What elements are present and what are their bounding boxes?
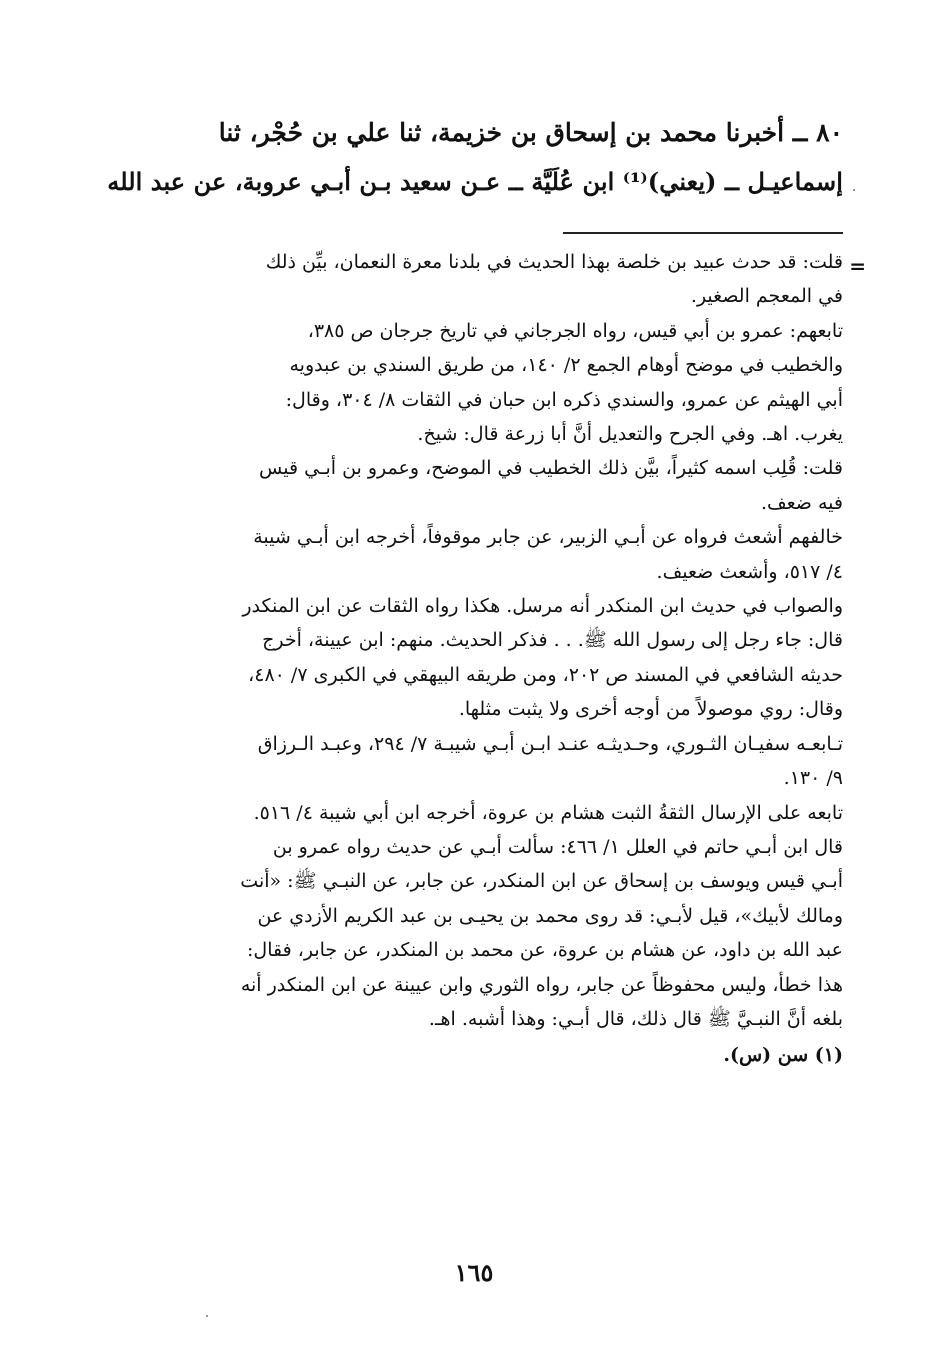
- note-line: ٩/ ١٣٠.: [783, 767, 843, 790]
- footnote-separator: [563, 232, 843, 234]
- note-line: بلغه أنَّ النبـيَّ ﷺ قال ذلك، قال أبـي: وهذا أشبه. اهـ.: [428, 1007, 843, 1030]
- hadith-line-1: ٨٠ ــ أخبرنا محمد بن إسحاق بن خزيمة، ثنا علي بن حُجْر، ثنا: [218, 118, 843, 147]
- continuation-mark: =: [849, 254, 866, 278]
- note-line: فيه ضعف.: [760, 491, 843, 514]
- note-line: تـابعـه سفيـان الثـوري، وحـديثـه عنـد ابـن أبـي شيبـة ٧/ ٢٩٤، وعبـد الـرزاق: [257, 732, 843, 755]
- note-line: أبي الهيثم عن عمرو، والسندي ذكره ابن حبان في الثقات ٨/ ٣٠٤، وقال:: [285, 388, 843, 411]
- footnote-marker: (١): [814, 1044, 843, 1067]
- note-line: عبد الله بن داود، عن هشام بن عروة، عن محمد بن المنكدر، عن جابر، فقال:: [247, 939, 843, 962]
- note-line: يغرب. اهـ. وفي الجرح والتعديل أنَّ أبا زرعة قال: شيخ.: [417, 423, 843, 446]
- note-line: ومالك لأبيك»، قيل لأبـي: قد روى محمد بن يحيـى بن عبد الكريم الأزدي عن: [257, 904, 843, 927]
- note-line: خالفهم أشعث فرواه عن أبـي الزبير، عن جابر موقوفاً، أخرجه ابن أبـي شيبة: [253, 526, 843, 549]
- scan-speck: [853, 189, 855, 191]
- footnote: [100, 1038, 843, 1072]
- page-number: ١٦٥: [454, 1258, 494, 1287]
- note-line: والصواب في حديث ابن المنكدر أنه مرسل. هكذا رواه الثقات عن ابن المنكدر: [242, 595, 843, 618]
- note-line: قال ابن أبـي حاتم في العلل ١/ ٤٦٦: سألت أبـي عن حديث رواه عمرو بن: [272, 835, 843, 858]
- note-line: قلت: قُلِب اسمه كثيراً، بيَّن ذلك الخطيب في الموضح، وعمرو بن أبـي قيس: [259, 457, 843, 480]
- note-line: في المعجم الصغير.: [690, 285, 843, 308]
- scan-speck: [206, 1315, 208, 1317]
- note-line: هذا خطأ، وليس محفوظاً عن جابر، رواه الثوري وابن عيينة عن ابن المنكدر أنه: [240, 973, 843, 996]
- hadith-line-2: إسماعيـل ــ (يعني)⁽¹⁾ ابن عُلَيَّة ــ عـن سعيد بـن أبـي عروبة، عن عبد الله: [107, 167, 843, 196]
- note-line: حديثه الشافعي في المسند ص ٢٠٢، ومن طريقه البيهقي في الكبرى ٧/ ٤٨٠،: [248, 663, 843, 686]
- note-line: والخطيب في موضح أوهام الجمع ٢/ ١٤٠، من طريق السندي بن عبدويه: [289, 354, 843, 377]
- hadith-text: [100, 108, 843, 206]
- note-line: ٤/ ٥١٧، وأشعث ضعيف.: [656, 560, 843, 583]
- commentary-notes: [100, 245, 843, 1073]
- note-line: قلت: قد حدث عبيد بن خلصة بهذا الحديث في بلدنا معرة النعمان، بيِّن ذلك: [265, 251, 843, 273]
- note-line: تابعهم: عمرو بن أبي قيس، رواه الجرجاني في تاريخ جرجان ص ٣٨٥،: [307, 319, 843, 342]
- footnote-text: سن (س).: [723, 1044, 809, 1067]
- note-line: وقال: روي موصولاً من أوجه أخرى ولا يثبت مثلها.: [458, 698, 843, 721]
- note-line: تابعه على الإرسال الثقةُ الثبت هشام بن عروة، أخرجه ابن أبي شيبة ٤/ ٥١٦.: [253, 801, 843, 824]
- note-line: قال: جاء رجل إلى رسول الله ﷺ. . . فذكر الحديث. منهم: ابن عيينة، أخرج: [262, 629, 843, 652]
- note-line: أبـي قيس ويوسف بن إسحاق عن ابن المنكدر، عن جابر، عن النبـي ﷺ: «أنت: [240, 870, 843, 893]
